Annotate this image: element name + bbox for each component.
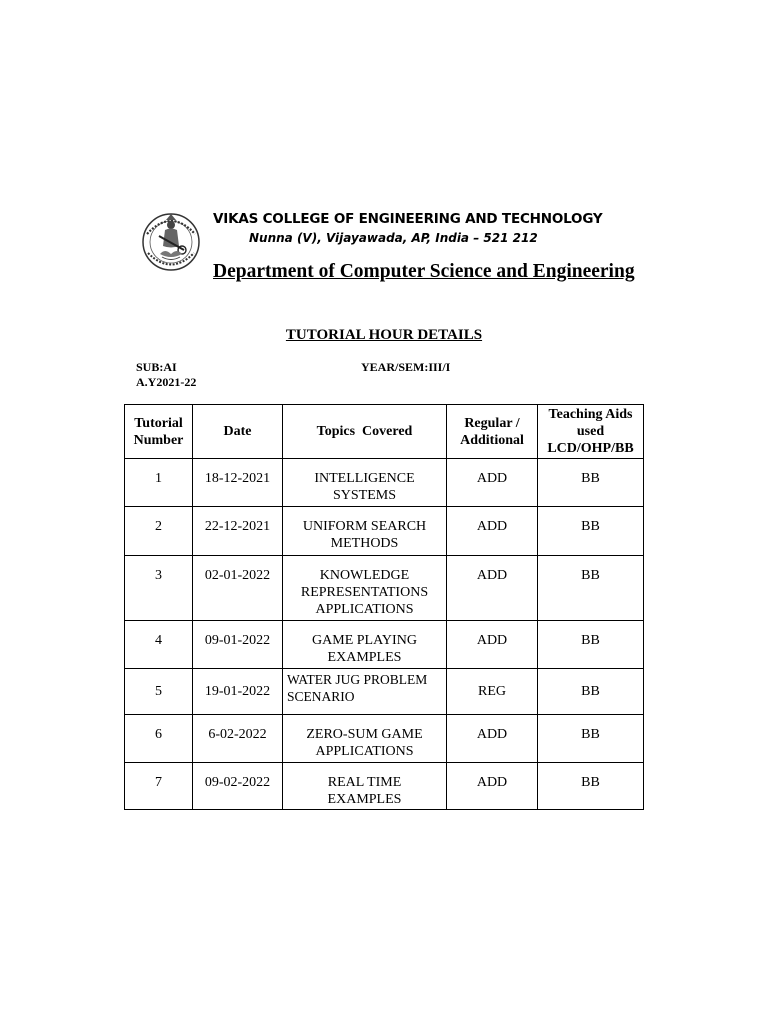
cell-topic: ZERO-SUM GAME APPLICATIONS	[283, 715, 447, 763]
college-logo-icon	[138, 206, 204, 276]
academic-year-label: A.Y2021-22	[136, 375, 197, 389]
cell-date: 09-01-2022	[193, 621, 283, 669]
header-topics: Topics Covered	[283, 405, 447, 459]
document-title: TUTORIAL HOUR DETAILS	[285, 327, 483, 343]
table-row	[125, 669, 644, 715]
cell-number: 4	[125, 621, 193, 669]
cell-date: 02-01-2022	[193, 556, 283, 621]
header-date: Date	[193, 405, 283, 459]
cell-number: 1	[125, 459, 193, 507]
cell-aid: BB	[538, 459, 644, 507]
cell-aid: BB	[538, 556, 644, 621]
cell-date: 09-02-2022	[193, 763, 283, 810]
cell-type: ADD	[447, 763, 538, 810]
cell-aid: BB	[538, 507, 644, 556]
cell-number: 2	[125, 507, 193, 556]
cell-topic: KNOWLEDGE REPRESENTATIONS APPLICATIONS	[283, 556, 447, 621]
cell-aid: BB	[538, 621, 644, 669]
cell-number: 6	[125, 715, 193, 763]
table-row	[125, 507, 644, 556]
header-regular-additional: Regular / Additional	[447, 405, 538, 459]
cell-type: ADD	[447, 715, 538, 763]
year-sem-label: YEAR/SEM:III/I	[361, 360, 451, 374]
cell-topic: UNIFORM SEARCH METHODS	[283, 507, 447, 556]
department-title: Department of Computer Science and Engineering	[213, 261, 635, 282]
cell-date: 18-12-2021	[193, 459, 283, 507]
cell-type: ADD	[447, 459, 538, 507]
cell-date: 22-12-2021	[193, 507, 283, 556]
table-row	[125, 763, 644, 810]
cell-aid: BB	[538, 715, 644, 763]
table-row	[125, 556, 644, 621]
cell-date: 19-01-2022	[193, 669, 283, 715]
subject-label: SUB:AI	[136, 360, 177, 374]
table-row	[125, 459, 644, 507]
cell-number: 5	[125, 669, 193, 715]
cell-topic: INTELLIGENCE SYSTEMS	[283, 459, 447, 507]
cell-topic: GAME PLAYING EXAMPLES	[283, 621, 447, 669]
cell-type: REG	[447, 669, 538, 715]
college-name: VIKAS COLLEGE OF ENGINEERING AND TECHNOLOGY	[213, 211, 603, 227]
cell-aid: BB	[538, 763, 644, 810]
header-tutorial-number: Tutorial Number	[125, 405, 193, 459]
table-row	[125, 715, 644, 763]
tutorial-table	[124, 404, 644, 810]
table-row	[125, 621, 644, 669]
cell-topic: WATER JUG PROBLEM SCENARIO	[283, 669, 447, 715]
header-teaching-aids: Teaching Aids used LCD/OHP/BB	[538, 405, 644, 459]
cell-number: 3	[125, 556, 193, 621]
table-header-row	[125, 405, 644, 459]
cell-number: 7	[125, 763, 193, 810]
cell-topic: REAL TIME EXAMPLES	[283, 763, 447, 810]
cell-aid: BB	[538, 669, 644, 715]
cell-date: 6-02-2022	[193, 715, 283, 763]
college-address: Nunna (V), Vijayawada, AP, India – 521 212	[249, 231, 538, 245]
cell-type: ADD	[447, 507, 538, 556]
cell-type: ADD	[447, 621, 538, 669]
cell-type: ADD	[447, 556, 538, 621]
